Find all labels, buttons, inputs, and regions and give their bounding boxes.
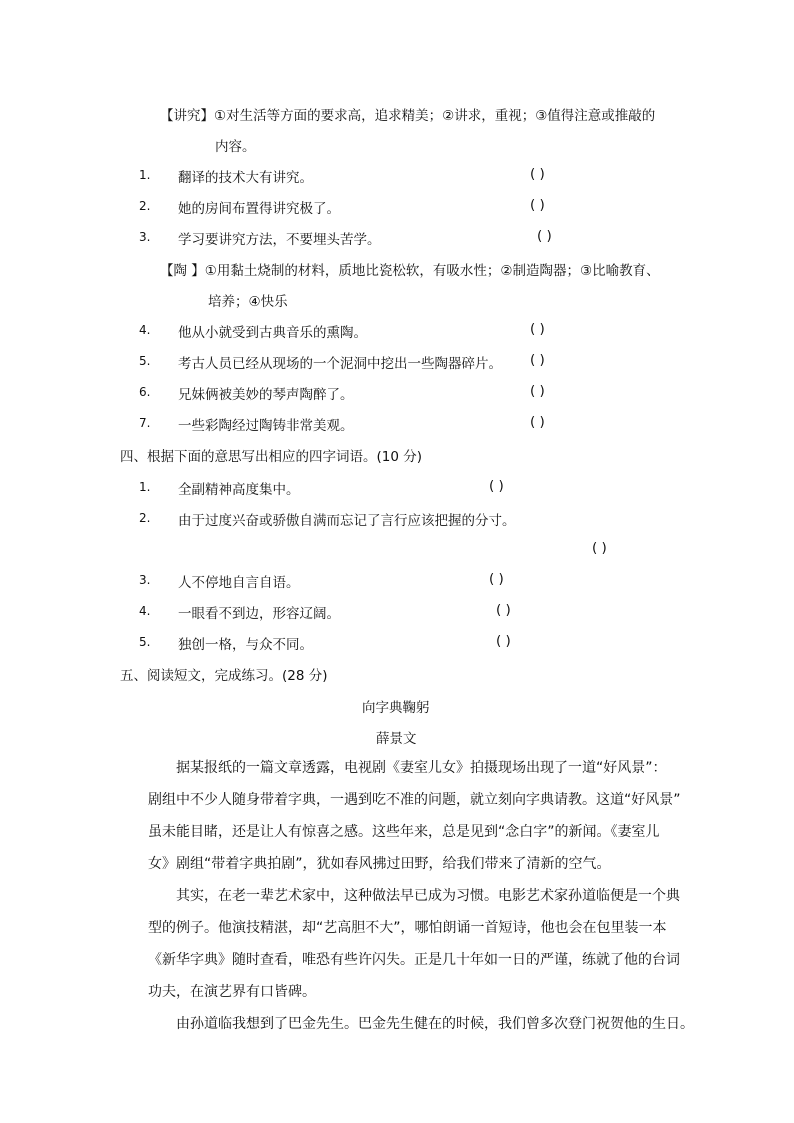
answer-blank[interactable]: ( ) [489,478,504,494]
paragraph-line: 功夫，在演艺界有口皆碑。 [148,984,316,1000]
definition-jiangjiu-line1: 【讲究】①对生活等方面的要求高，追求精美；②讲求，重视；③值得注意或推敲的 [160,108,656,124]
question-text: 独创一格，与众不同。 [178,637,313,653]
question-number: 6. [139,385,151,399]
paragraph-line: 型的例子。他演技精湛，却“艺高胆不大”，哪怕朗诵一首短诗，他也会在包里装一本 [148,920,667,936]
question-number: 3. [139,573,151,587]
question-text: 学习要讲究方法，不要埋头苦学。 [178,232,381,248]
question-number: 2. [139,199,151,213]
section-heading: 四、根据下面的意思写出相应的四字词语。(10 分) [120,449,423,465]
question-text: 翻译的技术大有讲究。 [178,170,313,186]
question-text: 一些彩陶经过陶铸非常美观。 [178,418,354,434]
question-text: 兄妹俩被美妙的琴声陶醉了。 [178,387,354,403]
paragraph-line: 据某报纸的一篇文章透露，电视剧《妻室儿女》拍摄现场出现了一道“好风景”： [176,760,667,776]
question-number: 5. [139,635,151,649]
answer-blank[interactable]: ( ) [530,352,545,368]
answer-blank[interactable]: ( ) [530,383,545,399]
question-number: 1. [139,168,151,182]
question-number: 4. [139,604,151,618]
paragraph-line: 其实，在老一辈艺术家中，这种做法早已成为习惯。电影艺术家孙道临便是一个典 [176,888,680,904]
answer-blank[interactable]: ( ) [537,228,552,244]
question-text: 她的房间布置得讲究极了。 [178,201,340,217]
section-heading: 五、阅读短文，完成练习。(28 分) [120,668,328,684]
answer-blank[interactable]: ( ) [496,633,511,649]
answer-blank[interactable]: ( ) [592,540,607,556]
question-number: 3. [139,230,151,244]
paragraph-line: 由孙道临我想到了巴金先生。巴金先生健在的时候，我们曾多次登门祝贺他的生日。 [176,1016,694,1032]
question-text: 一眼看不到边，形容辽阔。 [178,606,340,622]
question-text: 人不停地自言自语。 [178,575,300,591]
question-number: 7. [139,416,151,430]
answer-blank[interactable]: ( ) [530,414,545,430]
definition-tao-line1: 【陶 】①用黏土烧制的材料，质地比瓷松软，有吸水性；②制造陶器；③比喻教育、 [160,263,660,279]
definition-tao-line2: 培养；④快乐 [208,294,288,310]
question-number: 2. [139,511,151,525]
definition-jiangjiu-line2: 内容。 [215,139,256,155]
answer-blank[interactable]: ( ) [530,166,545,182]
paragraph-line: 剧组中不少人随身带着字典，一遇到吃不准的问题，就立刻向字典请教。这道“好风景” [148,792,681,808]
answer-blank[interactable]: ( ) [530,321,545,337]
answer-blank[interactable]: ( ) [489,571,504,587]
question-text: 他从小就受到古典音乐的熏陶。 [178,325,367,341]
question-number: 5. [139,354,151,368]
paragraph-line: 虽未能目睹，还是让人有惊喜之感。这些年来，总是见到“念白字”的新闻。《妻室儿 [148,824,660,840]
question-text: 由于过度兴奋或骄傲自满而忘记了言行应该把握的分寸。 [178,513,516,529]
answer-blank[interactable]: ( ) [496,602,511,618]
question-number: 4. [139,323,151,337]
question-number: 1. [139,480,151,494]
paragraph-line: 女》剧组“带着字典拍剧”，犹如春风拂过田野，给我们带来了清新的空气。 [148,856,611,872]
question-text: 考古人员已经从现场的一个泥洞中挖出一些陶器碎片。 [178,356,502,372]
answer-blank[interactable]: ( ) [530,197,545,213]
question-text: 全副精神高度集中。 [178,482,300,498]
article-author: 薛景文 [376,731,417,747]
paragraph-line: 《新华字典》随时查看，唯恐有些许闪失。正是几十年如一日的严谨，练就了他的台词 [148,952,680,968]
article-title: 向字典鞠躬 [362,700,430,716]
